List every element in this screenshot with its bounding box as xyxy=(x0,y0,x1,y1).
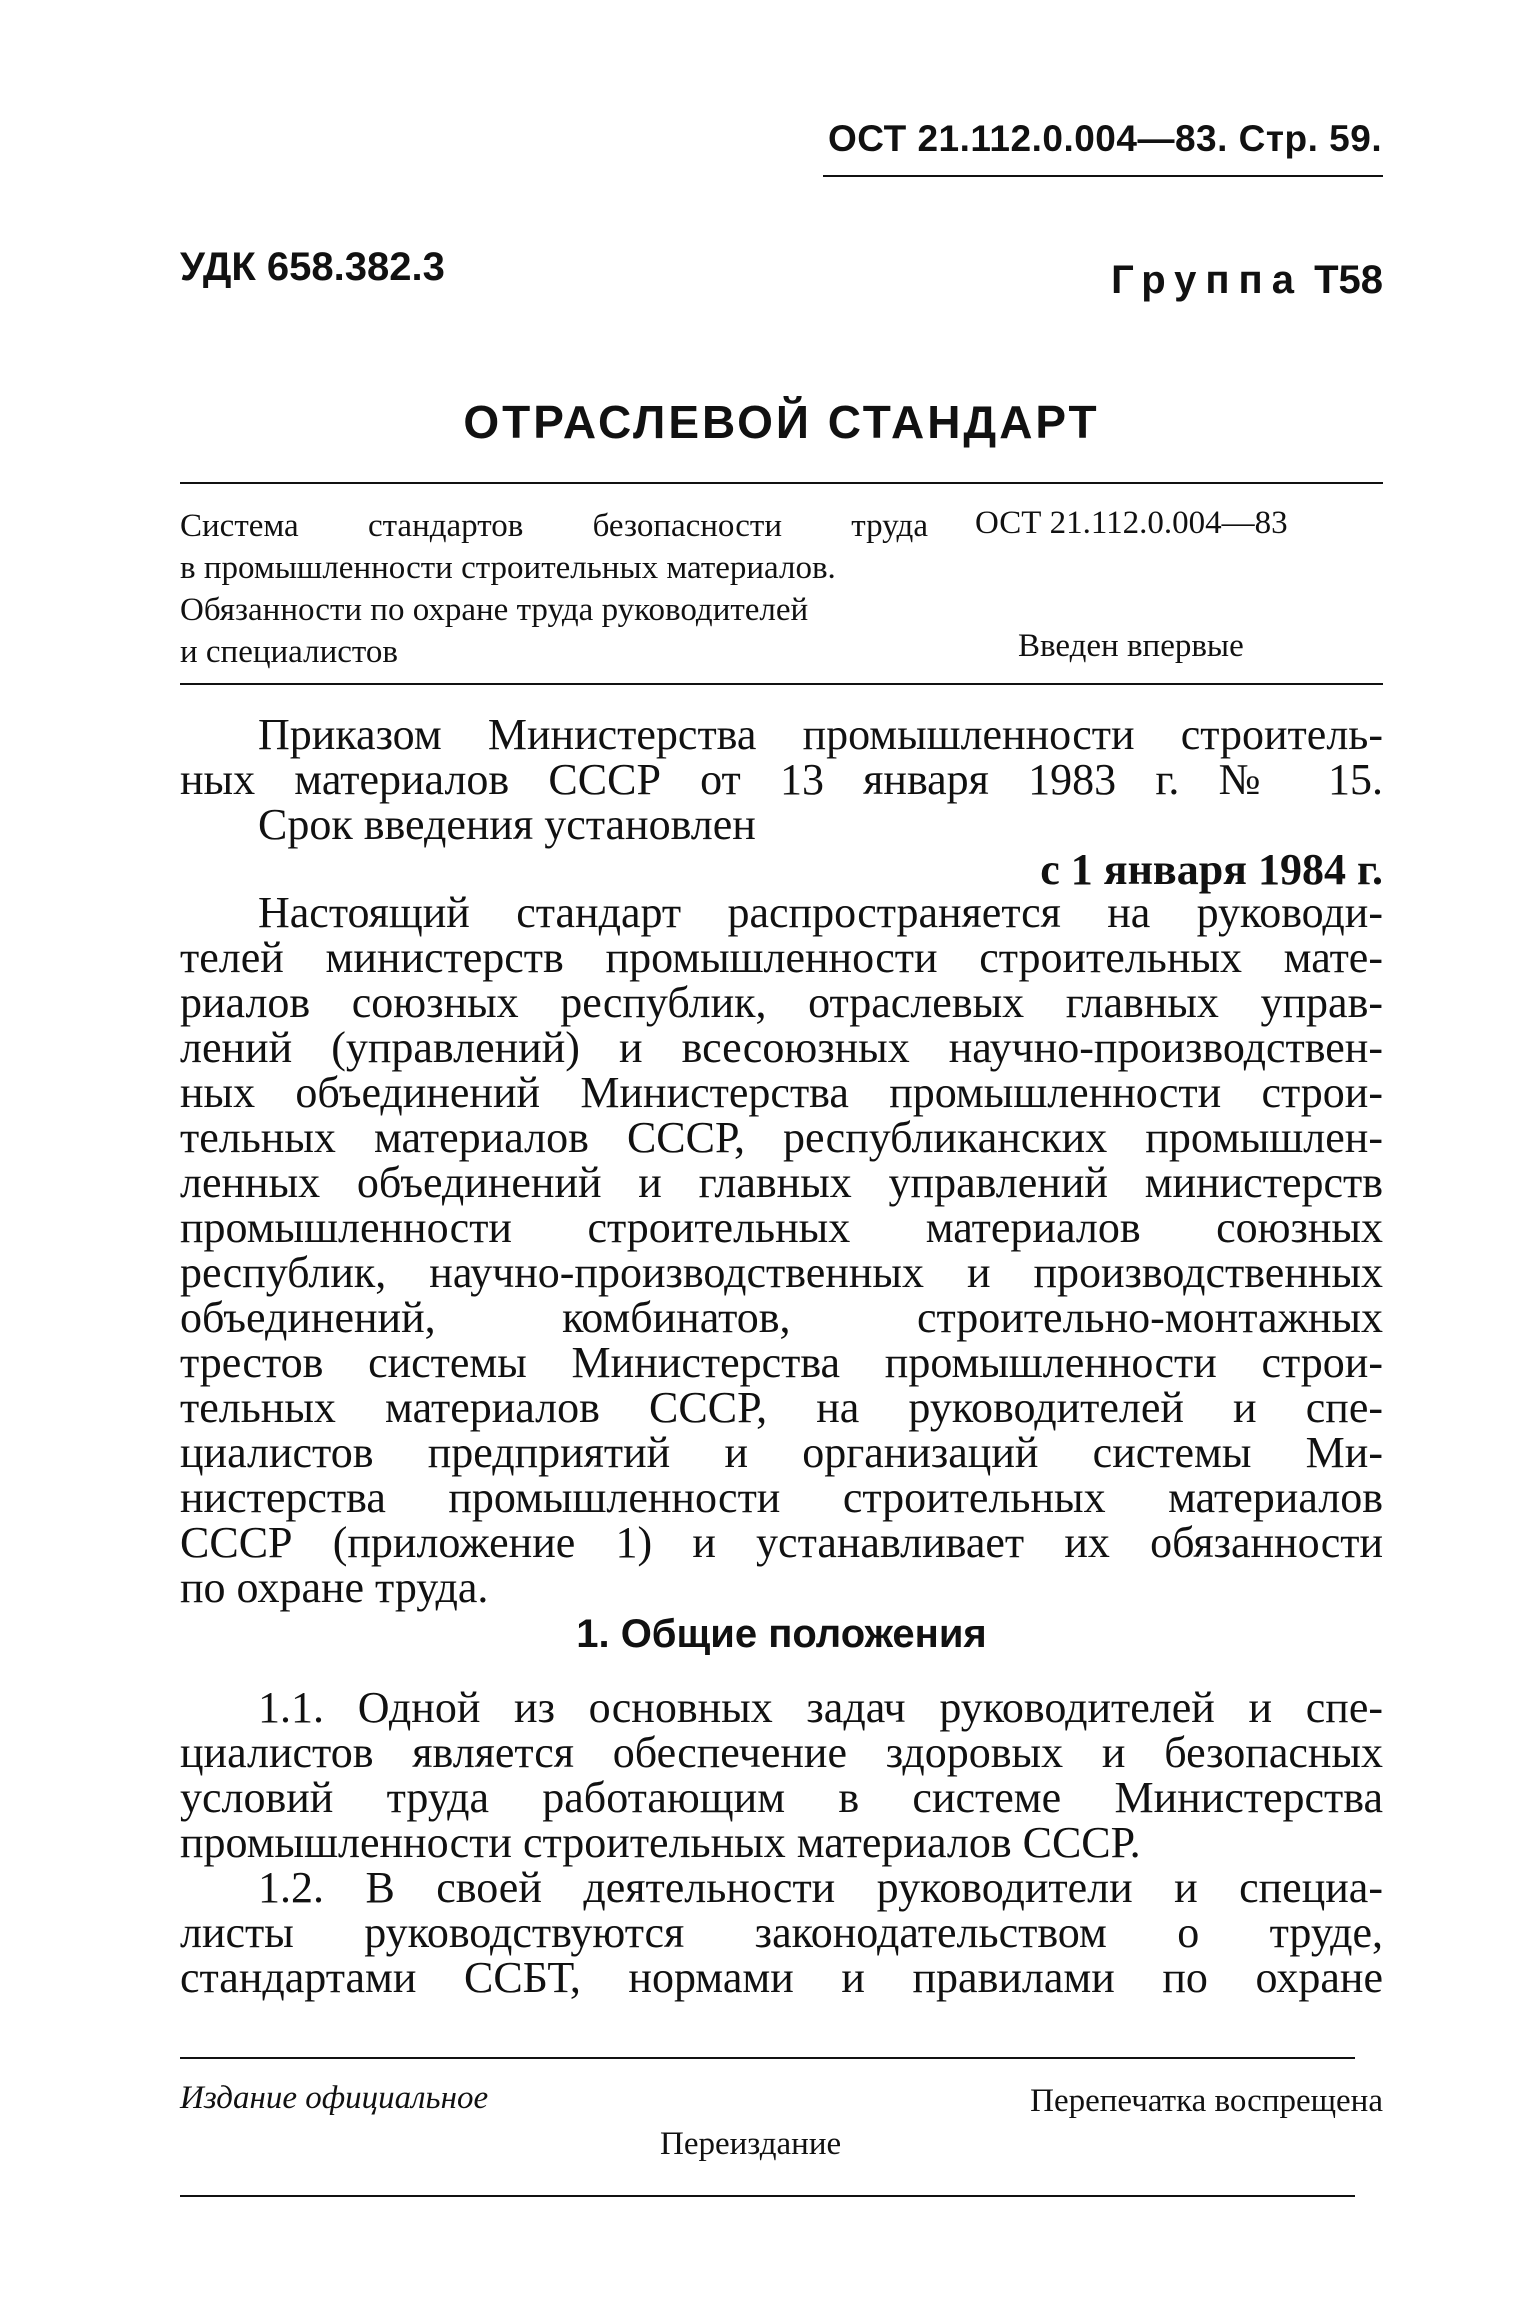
scope-line: трестов системы Министерства промышленности строи- xyxy=(180,1338,1383,1387)
section-heading: 1. Общие положения xyxy=(576,1612,987,1656)
group-label xyxy=(1111,258,1383,303)
info-rule-bottom xyxy=(180,683,1383,685)
footer-rule-bottom xyxy=(180,2195,1355,2197)
system-line: в промышленности строительных материалов. xyxy=(180,550,836,586)
document-title: ОТРАСЛЕВОЙ СТАНДАРТ xyxy=(463,396,1100,448)
clause-1-1 xyxy=(180,1685,1383,1865)
term-label: Срок введения установлен xyxy=(258,800,756,849)
scope-line: нистерства промышленности строительных материалов xyxy=(180,1473,1383,1522)
order-line: Приказом Министерства промышленности строитель- xyxy=(258,710,1383,759)
edition-label: Издание официальное xyxy=(180,2080,489,2116)
scope-line: Настоящий стандарт распространяется на руководи- xyxy=(258,888,1383,937)
scope-line: республик, научно-производственных и производственных xyxy=(180,1248,1383,1297)
clause-line: листы руководствуются законодательством о труде, xyxy=(180,1908,1383,1957)
reprint-ban-label: Перепечатка воспрещена xyxy=(1030,2083,1383,2119)
udk-code: УДК 658.382.3 xyxy=(180,245,445,289)
page-reference: ОСТ 21.112.0.004—83. Стр. 59. xyxy=(828,118,1383,159)
standard-code: ОСТ 21.112.0.004—83 xyxy=(975,505,1288,541)
clause-line: стандартами ССБТ, нормами и правилами по охране xyxy=(180,1953,1383,2002)
standard-system-title xyxy=(180,505,940,673)
scope-line: тельных материалов СССР, на руководителей и спе- xyxy=(180,1383,1383,1432)
scope-line: объединений, комбинатов, строительно-монтажных xyxy=(180,1293,1383,1342)
clause-line: 1.2. В своей деятельности руководители и специа- xyxy=(258,1863,1383,1912)
clause-line-last: промышленности строительных материалов СССР. xyxy=(180,1818,1141,1867)
scope-line: телей министерств промышленности строительных мате- xyxy=(180,933,1383,982)
scope-paragraph xyxy=(180,890,1383,1610)
scope-line: промышленности строительных материалов союзных xyxy=(180,1203,1383,1252)
clause-line: циалистов является обеспечение здоровых и безопасных xyxy=(180,1728,1383,1777)
scope-line: СССР (приложение 1) и устанавливает их обязанности xyxy=(180,1518,1383,1567)
term-date: с 1 января 1984 г. xyxy=(1040,845,1383,894)
header-rule xyxy=(823,175,1383,177)
clause-line: 1.1. Одной из основных задач руководителей и спе- xyxy=(258,1683,1383,1732)
footer-rule-top xyxy=(180,2057,1355,2059)
scope-line: ных объединений Министерства промышленности строи- xyxy=(180,1068,1383,1117)
scope-line-last: по охране труда. xyxy=(180,1563,489,1612)
reissue-label: Переиздание xyxy=(660,2126,842,2162)
clause-1-2 xyxy=(180,1865,1383,2000)
scope-line: лений (управлений) и всесоюзных научно-производствен- xyxy=(180,1023,1383,1072)
clause-line: условий труда работающим в системе Министерства xyxy=(180,1773,1383,1822)
introduced-note: Введен впервые xyxy=(1018,628,1244,664)
scope-line: тельных материалов СССР, республиканских промышлен- xyxy=(180,1113,1383,1162)
group-word: Группа xyxy=(1111,258,1303,302)
system-line: и специалистов xyxy=(180,634,398,670)
system-line: Система стандартов безопасности труда xyxy=(180,508,928,544)
scope-line: циалистов предприятий и организаций системы Ми- xyxy=(180,1428,1383,1477)
system-line: Обязанности по охране труда руководителей xyxy=(180,592,809,628)
order-line: ных материалов СССР от 13 января 1983 г. № 15. xyxy=(180,755,1383,804)
order-paragraph xyxy=(180,712,1383,892)
scope-line: ленных объединений и главных управлений министерств xyxy=(180,1158,1383,1207)
scope-line: риалов союзных республик, отраслевых главных управ- xyxy=(180,978,1383,1027)
info-rule-top xyxy=(180,482,1383,484)
group-code: Т58 xyxy=(1314,258,1383,302)
